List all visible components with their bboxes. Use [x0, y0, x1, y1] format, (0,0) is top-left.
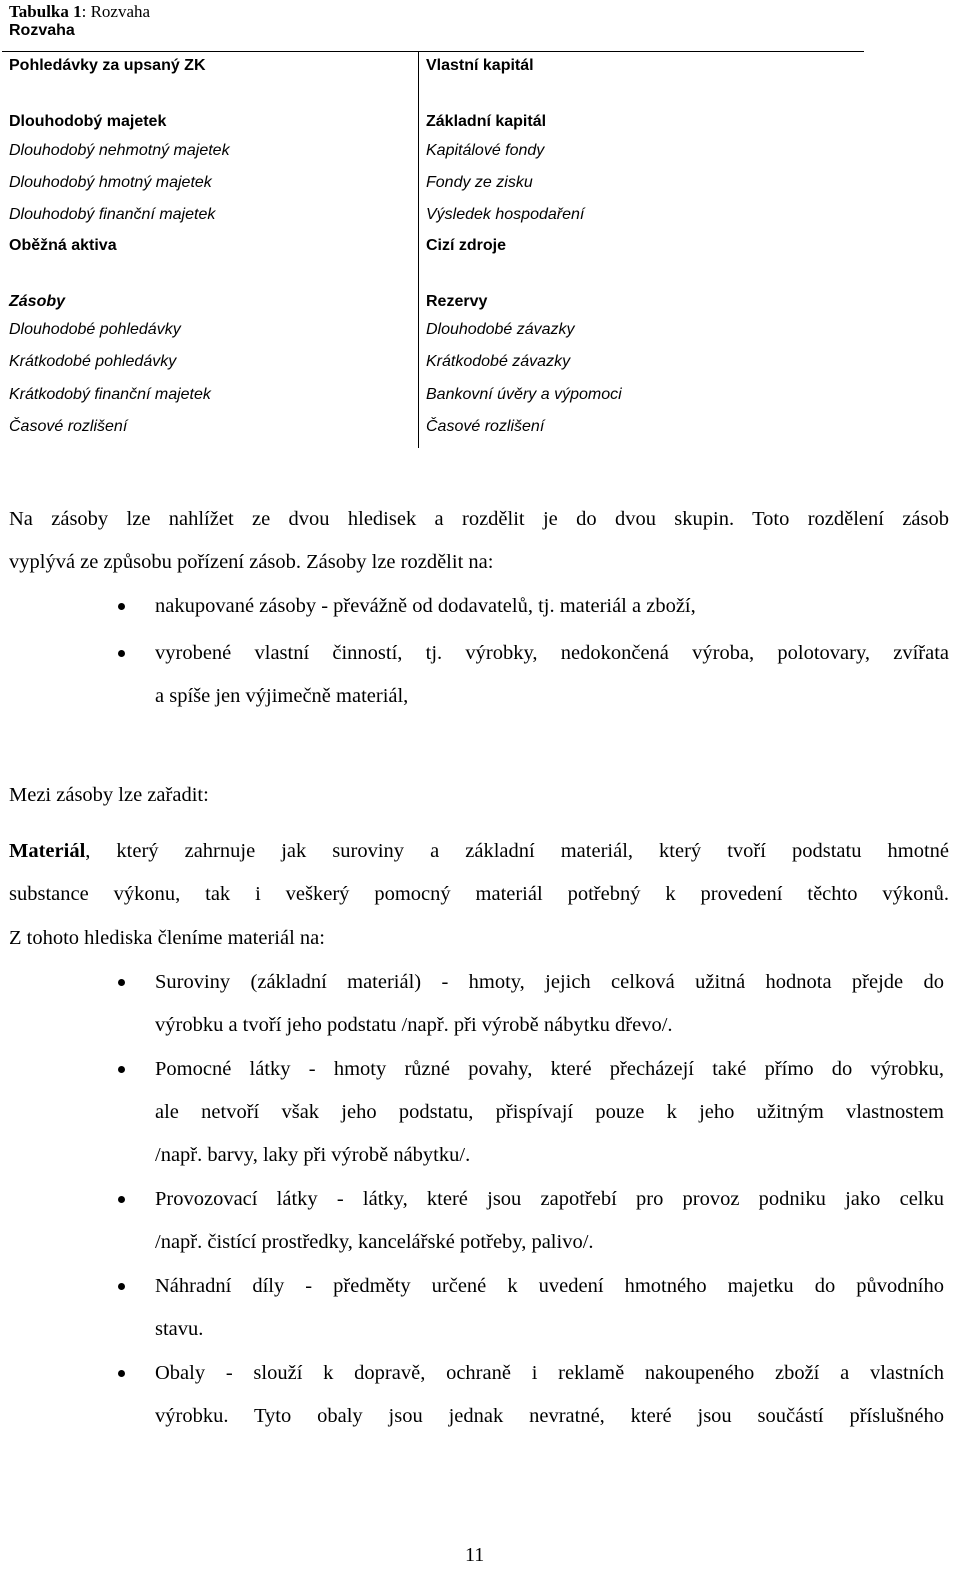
liability-row-0: Vlastní kapitál: [426, 57, 534, 74]
caption-label: Tabulka 1: [9, 2, 82, 21]
liability-row-1: Základní kapitál: [426, 113, 547, 130]
asset-row-9: Krátkodobý finanční majetek: [9, 386, 211, 403]
list-item: Obaly - slouží k dopravě, ochraně i reklamě nakoupeného zboží a vlastních: [155, 1362, 944, 1384]
paragraph-line: [9, 838, 949, 864]
list-item-continuation: výrobku a tvoří jeho podstatu /např. při výrobě nábytku dřevo/.: [155, 1014, 673, 1036]
list-item-continuation: a spíše jen výjimečně materiál,: [155, 685, 409, 707]
bullet-icon: [118, 1066, 125, 1073]
bullet-icon: [118, 650, 125, 657]
bullet-icon: [118, 1196, 125, 1203]
bullet-icon: [118, 979, 125, 986]
table-caption: [9, 2, 150, 22]
liability-row-3: Fondy ze zisku: [426, 174, 533, 191]
list-item-continuation: ale netvoří však jeho podstatu, přispívají pouze k jeho užitným vlastnostem: [155, 1101, 944, 1123]
asset-row-3: Dlouhodobý hmotný majetek: [9, 174, 212, 191]
asset-row-2: Dlouhodobý nehmotný majetek: [9, 142, 230, 159]
list-item: Pomocné látky - hmoty různé povahy, které přecházejí také přímo do výrobku,: [155, 1058, 944, 1080]
list-item: Náhradní díly - předměty určené k uvedení hmotného majetku do původního: [155, 1275, 944, 1297]
liability-row-5: Cizí zdroje: [426, 237, 507, 254]
liability-row-10: Časové rozlišení: [426, 418, 545, 435]
liability-row-8: Krátkodobé závazky: [426, 353, 571, 370]
list-item: nakupované zásoby - převážně od dodavatelů, tj. materiál a zboží,: [155, 595, 696, 617]
liability-row-4: Výsledek hospodaření: [426, 206, 585, 223]
page-number: 11: [465, 1544, 485, 1566]
paragraph-line: vyplývá ze způsobu pořízení zásob. Zásoby lze rozdělit na:: [9, 551, 494, 573]
bold-term: Materiál: [9, 840, 86, 862]
bullet-icon: [118, 1283, 125, 1290]
list-item: Provozovací látky - látky, které jsou zapotřebí pro provoz podniku jako celku: [155, 1188, 944, 1210]
table-column-divider: [418, 51, 419, 448]
asset-row-0: Pohledávky za upsaný ZK: [9, 57, 206, 74]
asset-row-10: Časové rozlišení: [9, 418, 128, 435]
paragraph-line: substance výkonu, tak i veškerý pomocný materiál potřebný k provedení těchto výkonů.: [9, 883, 949, 905]
liability-row-6: Rezervy: [426, 293, 488, 310]
asset-row-8: Krátkodobé pohledávky: [9, 353, 177, 370]
list-item-continuation: stavu.: [155, 1318, 204, 1340]
bullet-icon: [118, 1370, 125, 1377]
liability-row-7: Dlouhodobé závazky: [426, 321, 575, 338]
list-item: Suroviny (základní materiál) - hmoty, jejich celková užitná hodnota přejde do: [155, 971, 944, 993]
paragraph-line: Na zásoby lze nahlížet ze dvou hledisek a rozdělit je do dvou skupin. Toto rozdělení zásob: [9, 508, 949, 530]
asset-row-6: Zásoby: [9, 293, 66, 310]
list-item: vyrobené vlastní činností, tj. výrobky, nedokončená výroba, polotovary, zvířata: [155, 642, 949, 664]
paragraph-line: Z tohoto hlediska členíme materiál na:: [9, 927, 325, 949]
paragraph-text: , který zahrnuje jak suroviny a základní materiál, který tvoří podstatu hmotné: [85, 840, 949, 862]
list-item-continuation: /např. barvy, laky při výrobě nábytku/.: [155, 1144, 471, 1166]
asset-row-1: Dlouhodobý majetek: [9, 113, 167, 130]
section-intro: Mezi zásoby lze zařadit:: [9, 784, 209, 806]
table-top-rule: [2, 51, 864, 52]
bullet-icon: [118, 603, 125, 610]
table-title: Rozvaha: [9, 22, 75, 39]
asset-row-4: Dlouhodobý finanční majetek: [9, 206, 216, 223]
list-item-continuation: /např. čistící prostředky, kancelářské potřeby, palivo/.: [155, 1231, 594, 1253]
liability-row-9: Bankovní úvěry a výpomoci: [426, 386, 622, 403]
asset-row-7: Dlouhodobé pohledávky: [9, 321, 181, 338]
list-item-continuation: výrobku. Tyto obaly jsou jednak nevratné, které jsou součástí příslušného: [155, 1405, 944, 1427]
liability-row-2: Kapitálové fondy: [426, 142, 545, 159]
asset-row-5: Oběžná aktiva: [9, 237, 117, 254]
caption-text: : Rozvaha: [81, 2, 151, 21]
